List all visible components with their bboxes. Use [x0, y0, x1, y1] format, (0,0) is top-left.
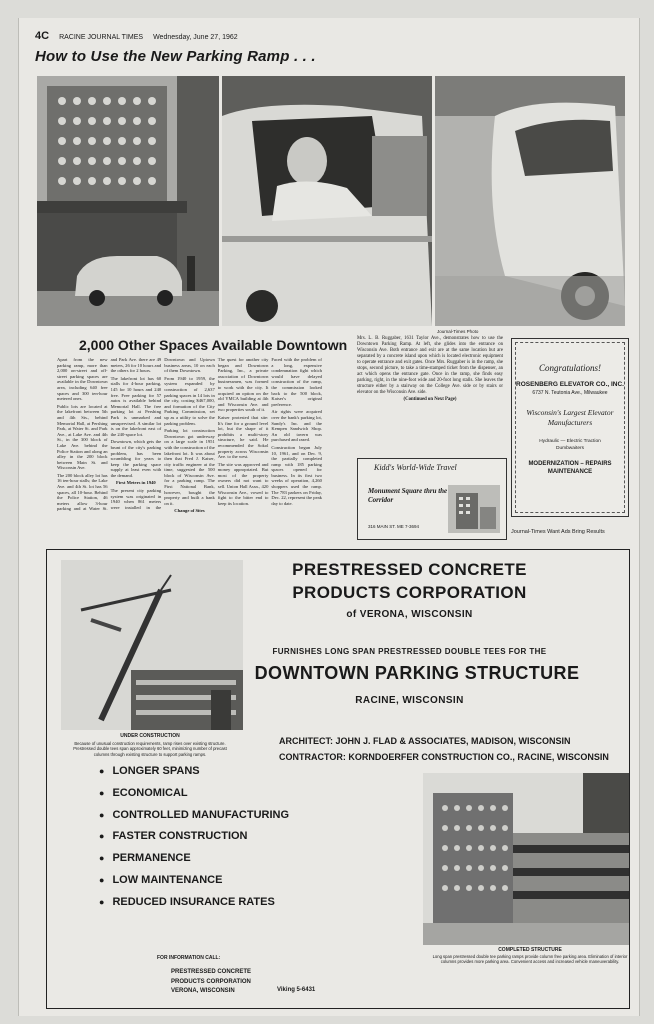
- caption-text: Mrs. L. B. Ruggaber, 1631 Taylor Ave., demonstrates how to use the Downtown Parking Ramp. At left, she glides into the entrance on Wisconsin Ave. Both entrance and exit are at the same location but are separated by a concrete island upon which is located electronic equipment to operate entrance and exit gates. Once Mrs. Ruggaber is in the ramp, she stops, second picture, to take a time-stamped ticket from the dispenser, an act which opens the entrance gate. Once in the ramp, she finds easy parking, right, in the nine-foot wide and 20-foot long stalls. She leaves the structure either by a stairway on the College Ave. side or by stairs or elevator on the Wisconsin Ave. side.: [357, 336, 503, 395]
- newspaper-page: [18, 18, 640, 1016]
- info-company: [171, 968, 251, 997]
- story-body: [57, 357, 322, 539]
- issue-date: Wednesday, June 27, 1962: [153, 34, 238, 41]
- ad-line-2: Dumbwaiters: [556, 446, 584, 451]
- benefit-item: ● LOW MAINTENANCE: [99, 870, 289, 892]
- ad-company-name: ROSENBERG ELEVATOR CO., INC.: [516, 381, 624, 388]
- ad-title-2: PRODUCTS CORPORATION: [292, 583, 527, 602]
- cs-text: Long span prestressed double tee parking ramps provide column free parking area. Elimination of interior columns provides more parking area. Convenient access and increased vehicle maneuverability.: [432, 954, 628, 965]
- benefit-item: ● ECONOMICAL: [99, 783, 289, 805]
- rosenberg-elevator-ad: [511, 338, 629, 517]
- benefit-item: ● REDUCED INSURANCE RATES: [99, 892, 289, 914]
- travel-ad-name: Kidd's World-Wide Travel: [374, 463, 457, 472]
- story-paragraph: Construction began July 10, 1961, and on Dec. 9, the partially completed ramp with 185 parking spaces opened for business. In its first two weeks of operation, 4,260 shoppers used the ramp. The 783 parkers on Friday, Dec. 22, represent the peak day to date.: [271, 444, 322, 506]
- photo-parked-car: [435, 76, 625, 326]
- travel-ad: [357, 458, 507, 540]
- ad-contractor: CONTRACTOR: KORNDOERFER CONSTRUCTION CO., RACINE, WISCONSIN: [279, 752, 609, 762]
- info-phone: Viking 5-6431: [277, 987, 316, 993]
- story-paragraph: Faced with the problem of a long, expensive condemnation fight which would have delayed construction of the ramp, the commission looked back to the 500 block, Kaiser's original preference.: [271, 357, 322, 407]
- story-paragraph: Downtown, which gets the brunt of the city's parking problem, has been scrambling for years to keep the parking space supply at least even with the demand.: [110, 439, 162, 478]
- photo-caption: [357, 336, 503, 403]
- info-company-line: VERONA, WISCONSIN: [171, 988, 235, 994]
- info-company-line: PRODUCTS CORPORATION: [171, 978, 251, 985]
- cs-title: COMPLETED STRUCTURE: [498, 947, 562, 953]
- benefit-item: ● PERMANENCE: [99, 848, 289, 870]
- continued-note: (Continued on Next Page): [403, 397, 457, 402]
- story-paragraph: From 1940 to 1959, the system expanded by construction of 2,637 parking spaces in 14 lots in the city, costing $467,000, and formation of the City Parking Commission, set up as a utility to solve the parking problem.: [164, 375, 215, 426]
- folio: [35, 30, 238, 42]
- page-headline: How to Use the New Parking Ramp . . .: [35, 48, 316, 65]
- story-paragraph: Kaiser protested that site: It's fine for a ground level lot, but the shape of it prohibits a multi-story structure, he said. He recommended the Sokol property across Wisconsin Ave. to the west.: [217, 414, 269, 460]
- travel-ad-tagline: Monument Square thru the Corridor: [368, 487, 448, 504]
- info-label: FOR INFORMATION CALL:: [157, 955, 221, 961]
- ad-architect: ARCHITECT: JOHN J. FLAD & ASSOCIATES, MADISON, WISCONSIN: [279, 736, 571, 746]
- under-construction-caption: [65, 734, 235, 757]
- story-paragraph: The lakefront lot has 60 stalls for 4-hour parking, 145 for 10 hours and 240 free. Free parking for 57 autos is available behind Memorial Hall. The free parking lot at Pershing Park is unmarked and unsupervised. A similar lot is on the lakefront east of the 240-space lot.: [110, 375, 162, 437]
- story-paragraph: Apart from the new parking ramp, more than 2,000 on-street and off-street parking spaces are available in the Downtown area, including 640 free spaces and 300 ten-hour metered ones.: [57, 357, 108, 402]
- ad-structure: DOWNTOWN PARKING STRUCTURE: [254, 663, 580, 683]
- completed-structure-caption: [425, 948, 635, 965]
- page-number: 4C: [35, 30, 50, 42]
- prestressed-concrete-ad: [46, 549, 630, 1009]
- benefit-item: ● FASTER CONSTRUCTION: [99, 826, 289, 848]
- info-company-line: PRESTRESSED CONCRETE: [171, 969, 252, 975]
- ad-tagline-1: Wisconsin's Largest Elevator: [526, 408, 614, 417]
- ad-mod-1: MODERNIZATION – REPAIRS: [528, 461, 612, 467]
- ad-address: 6737 N. Teutonia Ave., Milwaukee: [532, 390, 608, 396]
- uc-title: UNDER CONSTRUCTION: [120, 733, 180, 739]
- ad-greeting: Congratulations!: [538, 363, 601, 373]
- benefit-item: ● CONTROLLED MANUFACTURING: [99, 805, 289, 827]
- ad-city: RACINE, WISCONSIN: [355, 695, 464, 706]
- uc-text: Because of unusual construction requirements, ramp rises over existing structure. Prestressed double tees span approximately 60 feet, minimizing number of precast columns through existing structure to support parking ramps.: [73, 741, 227, 757]
- story-paragraph: Public lots are located at the lakefront between 5th and 4th Sts., behind Memorial Hall, at Pershing Park, at Water St. and Park Ave., at Lake Ave. and 4th St., in the 300 block of Lake Ave. behind the Police Station and along an alley in the 200 block between Main St. and Wisconsin Ave.: [57, 403, 108, 471]
- ad-line-1: Hydraulic — Electric Traction: [539, 439, 601, 444]
- ad-mod-2: MAINTENANCE: [547, 469, 593, 475]
- story-paragraph: The present city parking system was originated in 1940 when 861 meters were installed in the Downtown and Uptown business areas, 10 on each of them Downtown.: [110, 357, 215, 510]
- photo-ticket-dispenser: [222, 76, 432, 326]
- ad-credits: [279, 733, 609, 765]
- story-paragraph: Parking lot construction Downtown got underway on a large scale in 1951 with the construction of the lakefront lot. It was about then that Fred J. Kaiser, city traffic engineer at the time, suggested the 500 block of Wisconsin Ave. for a parking ramp. The First National Bank, however, bought the property and built a bank on it.: [164, 428, 215, 506]
- story-paragraph: Air rights were acquired over the bank's parking lot, Sandy's Inc. and the Kempen Sandwich Shop. An old tavern was purchased and razed.: [271, 409, 322, 443]
- ad-tagline-2: Manufacturers: [547, 418, 593, 427]
- story-paragraph: The site was approved and money appropriated. But most of the property owners did not want to sell. Union Hall Assn., 420 Wisconsin Ave., vowed to fight to the bitter end to keep its location.: [217, 461, 269, 506]
- story-subhead: Change of Sites: [174, 508, 205, 514]
- benefit-item: ● LONGER SPANS: [99, 761, 289, 783]
- photo-credit: Journal-Times Photo: [437, 329, 479, 334]
- story-paragraph: The quest for another city began and Downtown Parking, Inc., a private association of Downtown businessmen, was formed to work with the city. It acquired an option on the old YMCA building at 4th and Wisconsin Ave. and two properties south of it.: [217, 357, 269, 413]
- ad-location: of VERONA, WISCONSIN: [346, 609, 473, 620]
- ad-title-1: PRESTRESSED CONCRETE: [292, 560, 527, 579]
- want-ads-slug: Journal-Times Want Ads Bring Results: [511, 529, 605, 535]
- photo-ramp-entrance: [37, 76, 219, 326]
- ad-furnishes: FURNISHES LONG SPAN PRESTRESSED DOUBLE TEES FOR THE: [272, 647, 547, 656]
- story-subhead: First Meters in 1940: [116, 480, 156, 486]
- benefits-list: [99, 761, 289, 914]
- travel-ad-address: 316 MAIN ST. ME 7-3694: [368, 524, 420, 529]
- completed-structure-photo: [423, 773, 629, 945]
- travel-ad-photo: [448, 485, 500, 533]
- paper-name: RACINE JOURNAL TIMES: [59, 34, 144, 41]
- story-headline: 2,000 Other Spaces Available Downtown: [79, 337, 348, 353]
- story-paragraph: The 200 block alley lot has 16 ten-hour stalls; the Lake Ave. and 4th St. lot has 56 spaces, all 10-hour. Behind the Police Station, 46 meters allow 3-hour parking and at Water St. and Park Ave. there are 49 meters, 26 for 10 hours and the others for 2 hours.: [57, 357, 162, 512]
